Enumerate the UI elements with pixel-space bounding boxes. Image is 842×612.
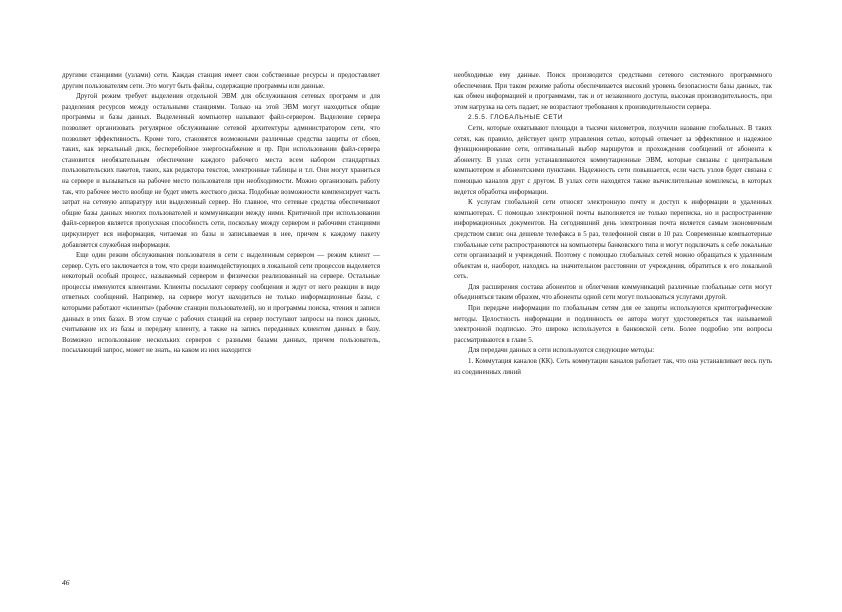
paragraph: Еще один режим обслуживания пользователя в сети с выделенным сервером — режим клиент — сервер. Суть его заключается в том, что среди взаимодействующих в локальной сети процессов выделяется некоторый особый процесс, называемый сервером и физически реализованный на сервере. Остальные процессы именуются клиентами. Клиенты посылают серверу сообщения и ждут от него реакции в виде ответных сообщений. Например, на сервере могут находиться не только информационные базы, с которыми работают «клиенты» (рабочие станции пользователей), но и программы поиска, чтения и записи данных в этих базах. В этом случае с рабочих станций на сервер поступают запросы на поиск данных, считывание их из базы и передачу клиенту, а также на запись переданных клиентом данных в базу. Возможно использование нескольких серверов с разными базами данных, причем пользователь, посылающий запрос, может не знать, на каком из них находится — [62, 252, 380, 355]
section-heading: 2.5.5. ГЛОБАЛЬНЫЕ СЕТИ — [468, 114, 564, 122]
left-column — [62, 71, 380, 357]
paragraph: При передаче информации по глобальным сетям для ее защиты используются криптографические методы. Целостность информации и подлинность ее автора могут удостоверяться так называемой электронной подписью. Это широко используется в банковской сети. Более подробно эти вопросы рассматриваются в главе 5. — [454, 305, 772, 344]
paragraph: Для расширения состава абонентов и облегчения коммуникаций различные глобальные сети могут объединяться таким образом, что абоненты одной сети могут пользоваться услугами другой. — [454, 283, 772, 302]
paragraph: другими станциями (узлами) сети. Каждая станция имеет свои собственные ресурсы и предоставляет другим пользователям сети. Это могут быть файлы, содержащие программы или данные. — [62, 72, 380, 90]
right-column — [454, 71, 772, 378]
paragraph: необходимые ему данные. Поиск производится средствами сетевого системного программного обеспечения. При таком режиме работы обеспечивается высокий уровень безопасности базы данных, так как обмен информацией и программами, так и от незаконного доступа, высокая производительность, при этом нагрузка на сеть падает, не возрастают требования к производительности сервера. — [454, 72, 772, 111]
paragraph: Сети, которые охватывают площади в тысячи километров, получили название глобальных. В таких сетях, как правило, действует центр управления сетью, который отвечает за эффективное и надежное функционирование сети, оптимальный выбор маршрутов и прохождения сообщений от абонента к абоненту. В узлах сети устанавливаются коммутационные ЭВМ, которые связаны с центральным компьютером и абонентскими пунктами. Надежность сети повышается, если часть узлов будет связана с помощью каналов друг с другом. В узлах сети находятся также вычислительные комплексы, в которых ведется обработка информации. — [454, 124, 772, 196]
page-number: 46 — [62, 578, 70, 587]
paragraph: Другой режим требует выделения отдельной ЭВМ для обслуживания сетевых программ и для разделения ресурсов между остальными станциями. Только на этой ЭВМ могут находиться общие программы и базы данных. Выделенный компьютер называют файл-сервером. Выделение сервера позволяет организовать регулярное обслуживание сетевой архитектуры администратором сети, что позволяет эффективность. Кроме того, становятся возможными различные средства защиты от сбоев, таких, как зеркальный диск, бесперебойное энергоснабжение и пр. При использовании файл-сервера становится необязательным обеспечение каждого рабочего места всем набором стандартных пользовательских пакетов, таких, как редактора текстов, электронные таблицы и т.п. Они могут храниться на сервере и вызываться на рабочее место пользователя при необходимости. Можно организовать работу так, что рабочее место вообще не будет иметь жесткого диска. Подобные возможности компенсирует часть затрат на сетевую аппаратуру или выделенный сервер. Но главное, что сетевые средства обеспечивают общие базы данных многих пользователей и коммуникации между ними. Критичной при использовании файл-серверов является пропускная способность сети, поскольку между сервером и рабочими станциями циркулирует вся информация, читаемая из базы и записываемая в нее, причем к каждому пакету добавляется служебная информация. — [62, 93, 380, 249]
paragraph: 1. Коммутация каналов (КК). Сеть коммутации каналов работает так, что она устанавливает весь путь из соединенных линий — [454, 358, 772, 376]
paragraph: К услугам глобальной сети относят электронную почту и доступ к информации в удаленных компьютерах. С помощью электронной почты выполняется не только переписка, но и распространение информационных документов. На сегодняшний день электронная почта является самым экономичным средством связи: она дешевле телефакса в 5 раз, телефонной связи в 10 раз. Современные компьютерные глобальные сети распространяются на компьютеры банковского типа и могут подключать к себе локальные сети организаций и учреждений. Поэтому с помощью глобальных сетей можно обращаться к удаленным объектам и, наоборот, находясь на значительном расстоянии от учреждения, обратиться к его локальной сеть. — [454, 199, 772, 281]
paragraph: Для передачи данных в сети используются следующие методы: — [468, 347, 655, 355]
